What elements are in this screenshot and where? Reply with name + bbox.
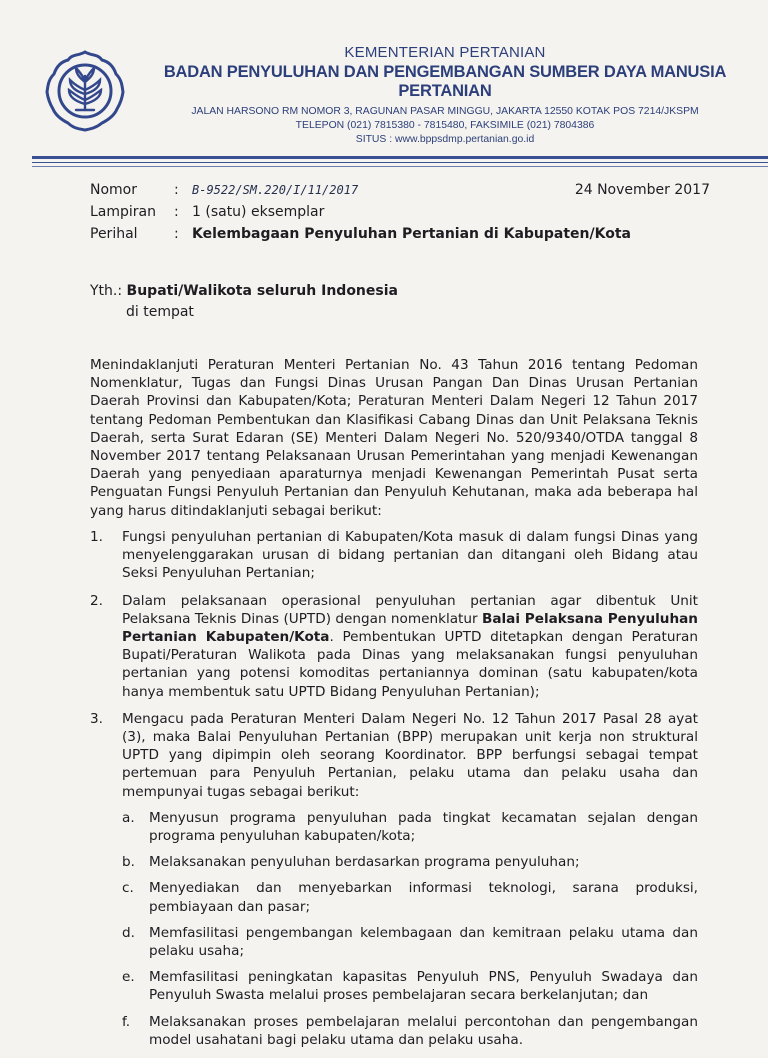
sub-item [122, 879, 698, 915]
uptd-name: Balai Pelaksana Penyuluhan Pertanian Kabupaten/Kota [122, 610, 698, 646]
nomor-row [90, 182, 710, 204]
nomor-label: Nomor [90, 182, 137, 198]
perihal-row [90, 226, 710, 248]
sub-letter: f. [122, 1013, 131, 1030]
sub-letter: c. [122, 880, 134, 897]
lampiran-value: 1 (satu) eksemplar [192, 204, 325, 220]
list-item [90, 592, 698, 701]
header-divider-thick [32, 156, 768, 159]
sub-text: Memfasilitasi pengembangan kelembagaan dan kemitraan pelaku utama dan pelaku usaha; [149, 924, 698, 960]
sub-letter: e. [122, 969, 135, 986]
sub-text: Melaksanakan penyuluhan berdasarkan programa penyuluhan; [149, 854, 580, 871]
address-line-2: TELEPON (021) 7815380 - 7815480, FAKSIMILE (021) 7804386 [295, 120, 595, 131]
nomor-value: B-9522/SM.220/I/11/2017 [192, 183, 359, 197]
header-divider-thin [32, 162, 768, 163]
letter-date: 24 November 2017 [574, 182, 710, 198]
sub-letter: b. [122, 854, 135, 871]
recipient [90, 283, 398, 299]
recipient-name: Bupati/Walikota seluruh Indonesia [126, 283, 398, 299]
sub-text: Menyusun programa penyuluhan pada tingkat kecamatan sejalan dengan programa penyuluhan kabupaten/kota; [149, 809, 698, 845]
sub-letter: d. [122, 924, 135, 941]
ministry-name: KEMENTERIAN PERTANIAN [344, 44, 546, 61]
letterhead [0, 0, 768, 165]
list-text: Fungsi penyuluhan pertanian di Kabupaten/Kota masuk di dalam fungsi Dinas yang menyelenggarakan urusan di bidang pertanian dan ditangani oleh Bidang atau Seksi Penyuluhan Pertanian; [122, 529, 698, 582]
sub-item [122, 853, 698, 871]
sub-item [122, 924, 698, 960]
perihal-value: Kelembagaan Penyuluhan Pertanian di Kabupaten/Kota [192, 226, 631, 242]
lampiran-label: Lampiran [90, 204, 157, 220]
colon: : [174, 204, 179, 220]
list-number: 1. [90, 529, 103, 545]
letter-meta [90, 182, 710, 248]
sub-text: Melaksanakan proses pembelajaran melalui percontohan dan pengembangan model usahatani bagi pelaku utama dan pelaku usaha. [149, 1013, 698, 1048]
ministry-logo-icon [40, 46, 130, 136]
numbered-list [90, 528, 698, 1058]
list-text-block [122, 710, 698, 1049]
perihal-label: Perihal [90, 226, 138, 242]
colon: : [174, 226, 179, 242]
sub-letter: a. [122, 809, 135, 826]
list-number: 3. [90, 710, 103, 727]
sub-text: Memfasilitasi peningkatan kapasitas Penyuluh PNS, Penyuluh Swadaya dan Penyuluh Swasta melalui proses pembelajaran secara berkelanjutan; dan [149, 969, 698, 1004]
list-text [122, 592, 698, 701]
list-text-part: . Pembentukan UPTD ditetapkan dengan Peraturan Bupati/Peraturan Walikota pada Dinas yang melaksanakan fungsi penyuluhan pertanian yang potensi komoditas pertaniannya dominan (satu kabupaten/kota hanya membentuk satu UPTD Bidang Penyuluhan Pertanian); [122, 629, 698, 700]
sub-text: Menyediakan dan menyebarkan informasi teknologi, sarana produksi, pembiayaan dan pasar; [149, 880, 698, 915]
list-text-part: Dalam pelaksanaan operasional penyuluhan pertanian agar dibentuk Unit Pelaksana Teknis Dinas (UPTD) dengan nomenklatur [122, 592, 698, 627]
colon: : [174, 182, 179, 198]
sub-item [122, 1013, 698, 1049]
sub-item [122, 968, 698, 1004]
recipient-prefix: Yth.: [90, 283, 123, 299]
header-divider-thin-2 [32, 166, 768, 167]
list-item [90, 528, 698, 583]
list-item [90, 710, 698, 1049]
sub-item [122, 809, 698, 845]
letterhead-text [130, 44, 760, 147]
agency-name: BADAN PENYULUHAN DAN PENGEMBANGAN SUMBER DAYA MANUSIA PERTANIAN [163, 63, 727, 100]
address-line-3: SITUS : www.bppsdmp.pertanian.go.id [355, 134, 535, 145]
list-number: 2. [90, 592, 103, 609]
intro-paragraph: Menindaklanjuti Peraturan Menteri Pertanian No. 43 Tahun 2016 tentang Pedoman Nomenklatur, Tugas dan Fungsi Dinas Urusan Pangan Dan Dinas Urusan Pertanian Daerah Provinsi dan Kabupaten/Kota; Peraturan Menteri Dalam Negeri 12 Tahun 2017 tentang Pedoman Pembentukan dan Klasifikasi Cabang Dinas dan Unit Pelaksana Teknis Daerah, serta Surat Edaran (SE) Menteri Dalam Negeri No. 520/9340/OTDA tanggal 8 November 2017 tentang Pelaksanaan Urusan Pemerintahan yang menjadi Kewenangan Daerah yang penyediaan aparaturnya menjadi Kewenangan Pemerintah Pusat serta Penguatan Fungsi Penyuluh Pertanian dan Penyuluh Kehutanan, maka ada beberapa hal yang harus ditindaklanjuti sebagai berikut: [90, 357, 698, 519]
letter-body [90, 356, 698, 520]
list-text: Mengacu pada Peraturan Menteri Dalam Negeri No. 12 Tahun 2017 Pasal 28 ayat (3), maka Balai Penyuluhan Pertanian (BPP) merupakan unit kerja non struktural UPTD yang dipimpin oleh seorang Koordinator. BPP berfungsi sebagai tempat pertemuan para Penyuluh Pertanian, pelaku utama dan pelaku usaha dan mempunyai tugas sebagai berikut: [122, 710, 698, 800]
lampiran-row [90, 204, 710, 226]
recipient-place: di tempat [126, 304, 194, 320]
address-line-1: JALAN HARSONO RM NOMOR 3, RAGUNAN PASAR MINGGU, JAKARTA 12550 KOTAK POS 7214/JKSPM [191, 106, 699, 117]
